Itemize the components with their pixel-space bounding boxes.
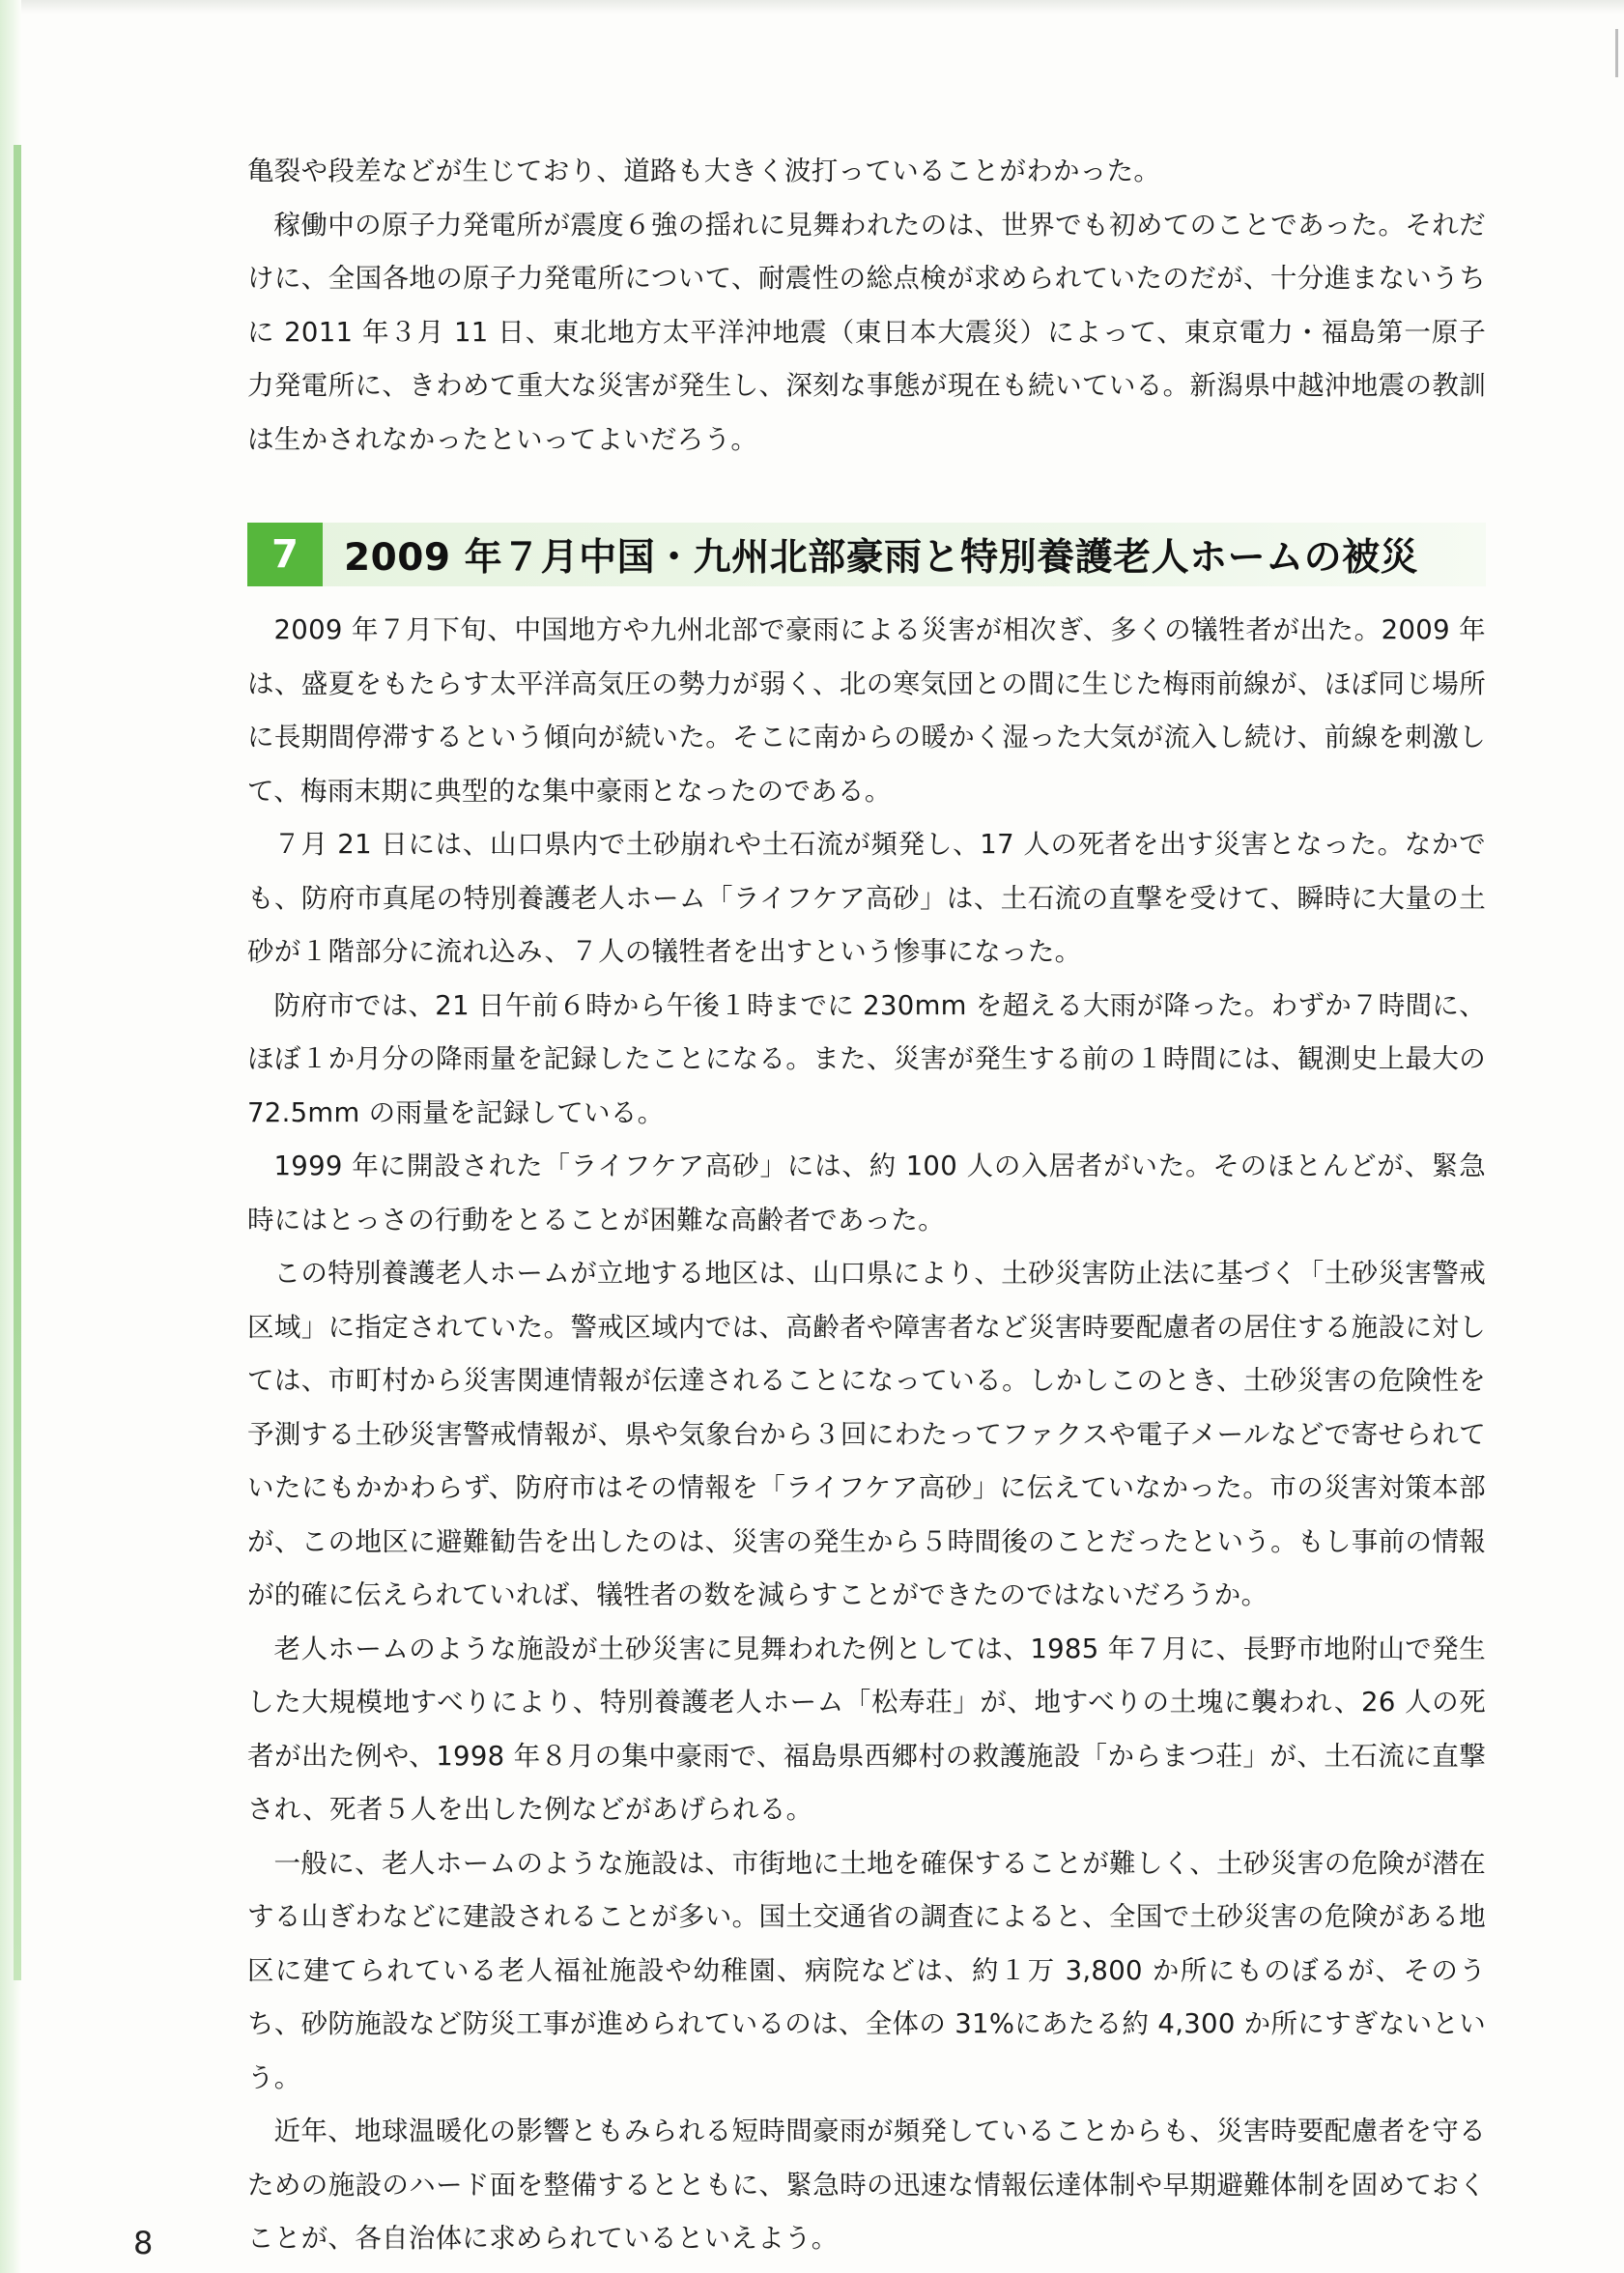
paragraph: 近年、地球温暖化の影響ともみられる短時間豪雨が頻発していることからも、災害時要配慮者を守るための施設のハード面を整備するとともに、緊急時の迅速な情報伝達体制や早期避難体制を固めておくことが、各自治体に求められているといえよう。 <box>247 2116 1486 2254</box>
section-title: 2009 年７月中国・九州北部豪雨と特別養護老人ホームの被災 <box>344 536 1419 580</box>
page-content <box>247 145 1486 2266</box>
paragraph: 老人ホームのような施設が土砂災害に見舞われた例としては、1985 年７月に、長野市地附山で発生した大規模地すべりにより、特別養護老人ホーム「松寿荘」が、地すべりの土塊に襲われ、26 人の死者が出た例や、1998 年８月の集中豪雨で、福島県西郷村の救護施設「からまつ荘」が、土石流に直撃され、死者５人を出した例などがあげられる。 <box>247 1633 1486 1825</box>
section-number-badge: 7 <box>247 523 323 586</box>
paragraph: 一般に、老人ホームのような施設は、市街地に土地を確保することが難しく、土砂災害の危険が潜在する山ぎわなどに建設されることが多い。国土交通省の調査によると、全国で土砂災害の危険がある地区に建てられている老人福祉施設や幼稚園、病院などは、約１万 3,800 か所にものぼるが、そのうち、砂防施設など防災工事が進められているのは、全体の 31%にあたる約 4,300 か所にすぎないという。 <box>247 1847 1486 2093</box>
paragraph-continued: 亀裂や段差などが生じており、道路も大きく波打っていることがわかった。 <box>247 156 1161 186</box>
page-number: 8 <box>133 2225 154 2261</box>
paragraph: 稼働中の原子力発電所が震度６強の揺れに見舞われたのは、世界でも初めてのことであった。それだけに、全国各地の原子力発電所について、耐震性の総点検が求められていたのだが、十分進まないうちに 2011 年３月 11 日、東北地方太平洋沖地震（東日本大震災）によって、東京電力・福島第一原子力発電所に、きわめて重大な災害が発生し、深刻な事態が現在も続いている。新潟県中越沖地震の教訓は生かされなかったといってよいだろう。 <box>247 209 1486 455</box>
paragraph: ７月 21 日には、山口県内で土砂崩れや土石流が頻発し、17 人の死者を出す災害となった。なかでも、防府市真尾の特別養護老人ホーム「ライフケア高砂」は、土石流の直撃を受けて、瞬時に大量の土砂が１階部分に流れ込み、７人の犠牲者を出すという惨事になった。 <box>247 829 1486 967</box>
page-edge-green-band <box>14 145 21 1980</box>
paragraph: 2009 年７月下旬、中国地方や九州北部で豪雨による災害が相次ぎ、多くの犠牲者が出た。2009 年は、盛夏をもたらす太平洋高気圧の勢力が弱く、北の寒気団との間に生じた梅雨前線が、ほぼ同じ場所に長期間停滞するという傾向が続いた。そこに南からの暖かく湿った大気が流入し続け、前線を刺激して、梅雨末期に典型的な集中豪雨となったのである。 <box>247 614 1486 807</box>
paragraph: 防府市では、21 日午前６時から午後１時までに 230mm を超える大雨が降った。わずか７時間に、ほぼ１か月分の降雨量を記録したことになる。また、災害が発生する前の１時間には、観測史上最大の 72.5mm の雨量を記録している。 <box>247 989 1486 1128</box>
scan-top-shadow <box>0 0 1624 14</box>
paragraph: この特別養護老人ホームが立地する地区は、山口県により、土砂災害防止法に基づく「土砂災害警戒区域」に指定されていた。警戒区域内では、高齢者や障害者など災害時要配慮者の居住する施設に対しては、市町村から災害関連情報が伝達されることになっている。しかしこのとき、土砂災害の危険性を予測する土砂災害警戒情報が、県や気象台から３回にわたってファクスや電子メールなどで寄せられていたにもかかわらず、防府市はその情報を「ライフケア高砂」に伝えていなかった。市の災害対策本部が、この地区に避難勧告を出したのは、災害の発生から５時間後のことだったという。もし事前の情報が的確に伝えられていれば、犠牲者の数を減らすことができたのではないだろうか。 <box>247 1258 1486 1610</box>
paragraph: 1999 年に開設された「ライフケア高砂」には、約 100 人の入居者がいた。そのほとんどが、緊急時にはとっさの行動をとることが困難な高齢者であった。 <box>247 1151 1486 1236</box>
section-heading <box>247 523 1486 586</box>
scan-edge-mark <box>1615 29 1618 77</box>
